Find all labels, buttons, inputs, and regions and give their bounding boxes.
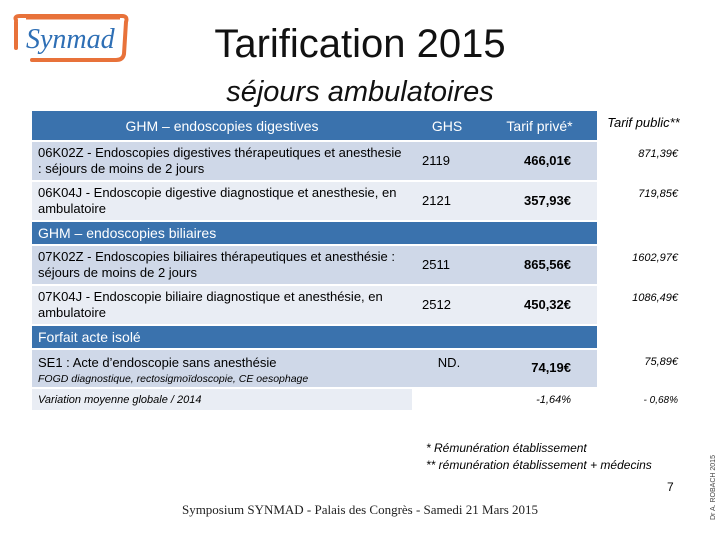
row-label: 07K04J - Endoscopie biliaire diagnostique et anesthésie, en ambulatoire xyxy=(32,285,412,325)
forfait-label-cell xyxy=(32,349,412,388)
row-ghs: 2511 xyxy=(412,245,482,285)
table-row xyxy=(32,245,690,285)
row-ghs: 2121 xyxy=(412,181,482,221)
header-ghs: GHS xyxy=(412,111,482,141)
table-row xyxy=(32,181,690,221)
row-tarif-prive: 357,93€ xyxy=(482,181,597,221)
row-ghs: 2119 xyxy=(412,141,482,181)
row-ghs: 2512 xyxy=(412,285,482,325)
row-tarif-prive: 865,56€ xyxy=(482,245,597,285)
row-tarif-prive: 450,32€ xyxy=(482,285,597,325)
row-tarif-public: 871,39€ xyxy=(597,141,690,181)
variation-public: - 0,68% xyxy=(597,388,690,410)
section-header-biliaires xyxy=(32,221,690,245)
footnote-prive: * Rémunération établissement xyxy=(426,441,587,455)
row-label: 07K02Z - Endoscopies biliaires thérapeutiques et anesthésie : séjours de moins de 2 jours xyxy=(32,245,412,285)
header-tarif-public: Tarif public** xyxy=(597,111,690,141)
row-tarif-public: 1602,97€ xyxy=(597,245,690,285)
page-subtitle: séjours ambulatoires xyxy=(226,76,494,108)
row-tarif-public: 1086,49€ xyxy=(597,285,690,325)
footnote-public: ** rémunération établissement + médecins xyxy=(426,458,652,472)
page-title: Tarification 2015 xyxy=(214,22,506,66)
header-ghm: GHM – endoscopies digestives xyxy=(32,111,412,141)
forfait-label: SE1 : Acte d’endoscopie sans anesthésie xyxy=(38,355,277,370)
page-number: 7 xyxy=(667,480,674,494)
row-ghs: ND. xyxy=(412,349,482,388)
table-row-variation xyxy=(32,388,690,410)
row-tarif-prive: 74,19€ xyxy=(482,349,597,388)
table-row xyxy=(32,141,690,181)
svg-text:Synmad: Synmad xyxy=(26,24,115,55)
section-header-forfait xyxy=(32,325,690,349)
row-label: 06K02Z - Endoscopies digestives thérapeutiques et anesthesie : séjours de moins de 2 jours xyxy=(32,141,412,181)
tarif-table xyxy=(32,111,690,410)
row-tarif-public: 719,85€ xyxy=(597,181,690,221)
table-row-forfait xyxy=(32,349,690,388)
forfait-sublabel: FOGD diagnostique, rectosigmoïdoscopie, CE oesophage xyxy=(38,373,309,385)
variation-label: Variation moyenne globale / 2014 xyxy=(32,388,412,410)
row-tarif-prive: 466,01€ xyxy=(482,141,597,181)
section-title: GHM – endoscopies biliaires xyxy=(32,221,597,245)
footer: Symposium SYNMAD - Palais des Congrès - Samedi 21 Mars 2015 xyxy=(181,502,539,517)
table-header xyxy=(32,111,690,141)
variation-prive: -1,64% xyxy=(482,388,597,410)
row-label: 06K04J - Endoscopie digestive diagnostique et anesthesie, en ambulatoire xyxy=(32,181,412,221)
table-row xyxy=(32,285,690,325)
side-credit: Dr A. ROBACH 2015 xyxy=(710,455,717,520)
row-tarif-public: 75,89€ xyxy=(597,349,690,388)
header-tarif-prive: Tarif privé* xyxy=(482,111,597,141)
section-title: Forfait acte isolé xyxy=(32,325,597,349)
